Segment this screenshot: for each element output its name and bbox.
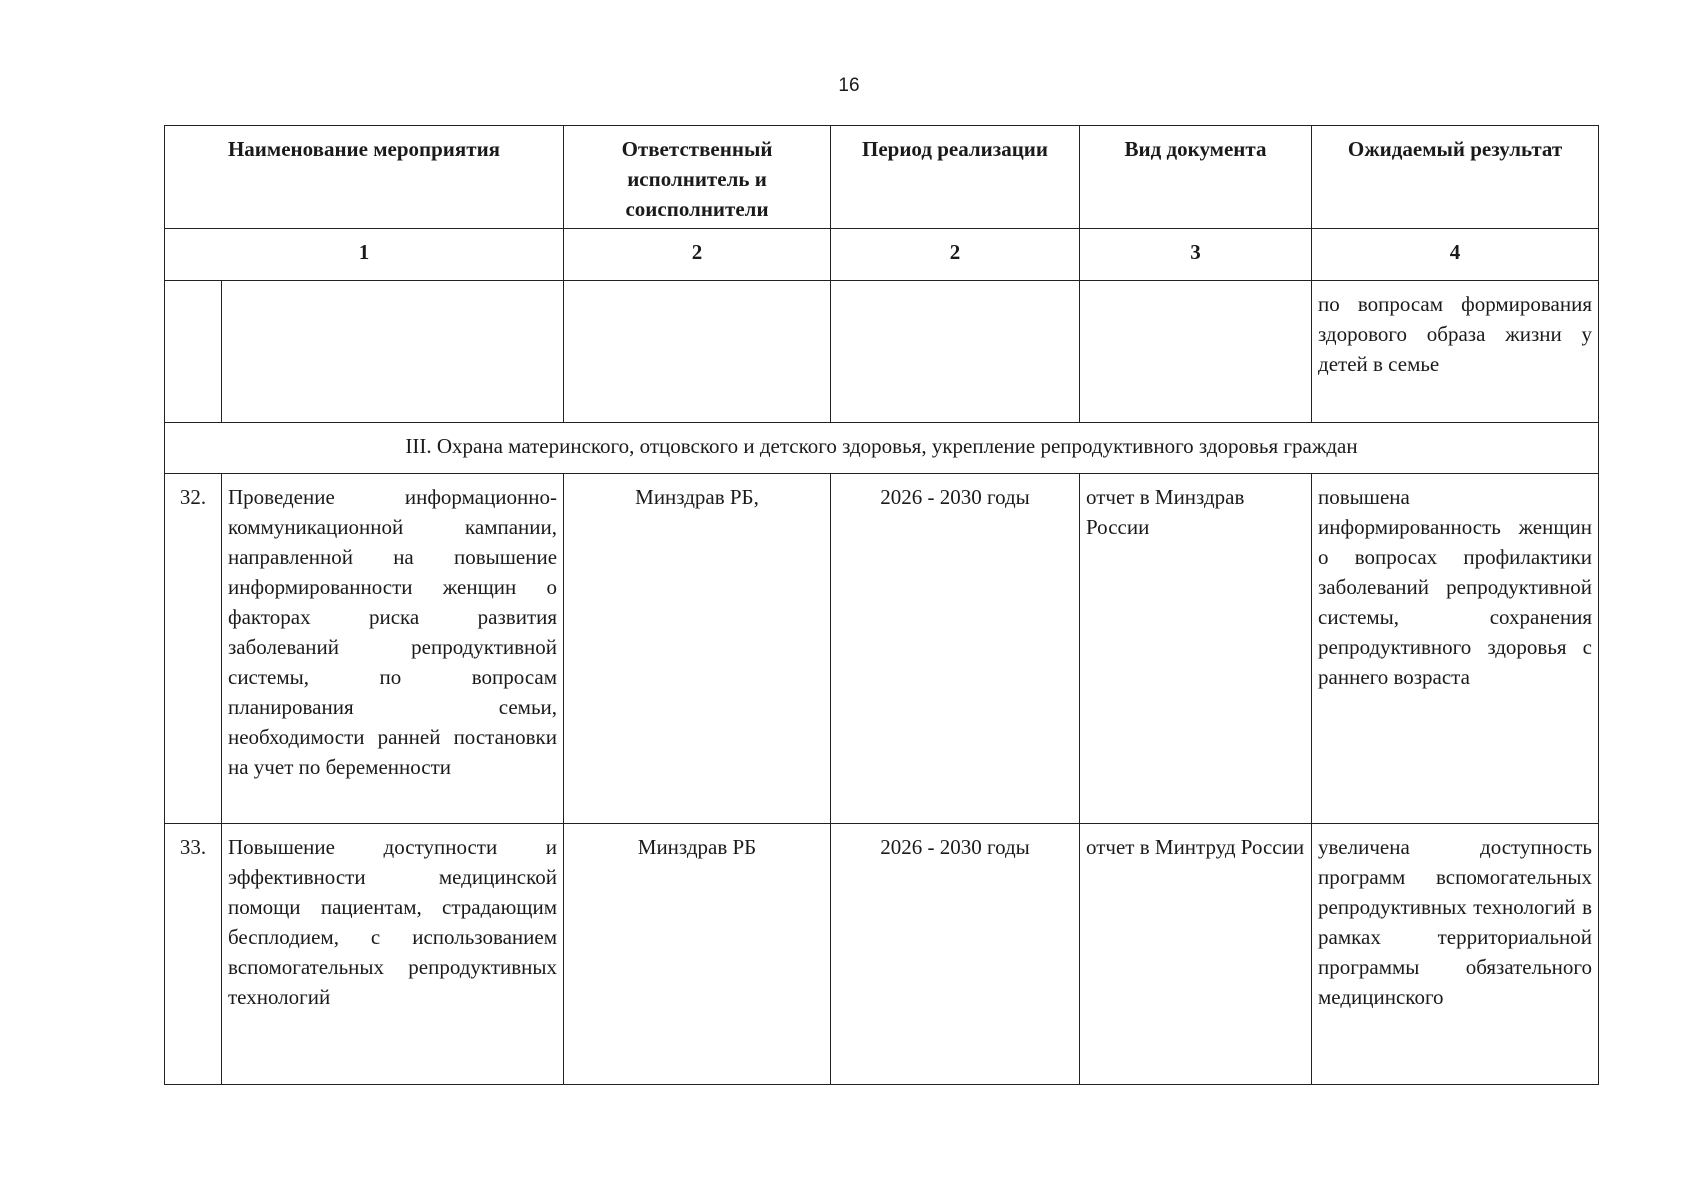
header-expected-result: Ожидаемый результат — [1312, 126, 1599, 229]
table-row-continuation — [165, 281, 1599, 423]
cell-empty — [564, 281, 831, 423]
expected-result: увеличена доступность программ вспомогательных репродуктивных технологий в рамках территориальной программы обязательного медицинского — [1312, 824, 1599, 1085]
period: 2026 - 2030 годы — [831, 474, 1080, 824]
column-number-4: 4 — [1312, 229, 1599, 281]
column-number-3: 3 — [1080, 229, 1312, 281]
header-event-name: Наименование мероприятия — [165, 126, 564, 229]
cell-empty — [165, 281, 222, 423]
executor: Минздрав РБ, — [564, 474, 831, 824]
column-number-1: 1 — [165, 229, 564, 281]
header-executor: Ответственный исполнитель и соисполнители — [564, 126, 831, 229]
table-row — [165, 474, 1599, 824]
header-document-type: Вид документа — [1080, 126, 1312, 229]
event-name: Повышение доступности и эффективности медицинской помощи пациентам, страдающим бесплодием, с использованием вспомогательных репродуктивных технологий — [222, 824, 564, 1085]
document-type: отчет в Минтруд России — [1080, 824, 1312, 1085]
cell-empty — [222, 281, 564, 423]
event-name: Проведение информационно-коммуникационной кампании, направленной на повышение информированности женщин о факторах риска развития заболеваний репродуктивной системы, по вопросам планирования семьи, необходимости ранней постановки на учет по беременности — [222, 474, 564, 824]
period: 2026 - 2030 годы — [831, 824, 1080, 1085]
section-heading-row — [165, 423, 1599, 474]
column-number-2: 2 — [564, 229, 831, 281]
cell-empty — [1080, 281, 1312, 423]
page-number: 16 — [838, 75, 860, 96]
row-number: 33. — [165, 824, 222, 1085]
column-number-2b: 2 — [831, 229, 1080, 281]
table-header-row — [165, 126, 1599, 229]
row-number: 32. — [165, 474, 222, 824]
expected-result: повышена информированность женщин о вопросах профилактики заболеваний репродуктивной системы, сохранения репродуктивного здоровья с раннего возраста — [1312, 474, 1599, 824]
column-numbers-row — [165, 229, 1599, 281]
executor: Минздрав РБ — [564, 824, 831, 1085]
cell-result-continued: по вопросам формирования здорового образа жизни у детей в семье — [1312, 281, 1599, 423]
document-type: отчет в Минздрав России — [1080, 474, 1312, 824]
action-plan-table — [164, 125, 1599, 1085]
table-row — [165, 824, 1599, 1085]
cell-empty — [831, 281, 1080, 423]
section-title: III. Охрана материнского, отцовского и детского здоровья, укрепление репродуктивного здоровья граждан — [165, 423, 1599, 474]
header-period: Период реализации — [831, 126, 1080, 229]
